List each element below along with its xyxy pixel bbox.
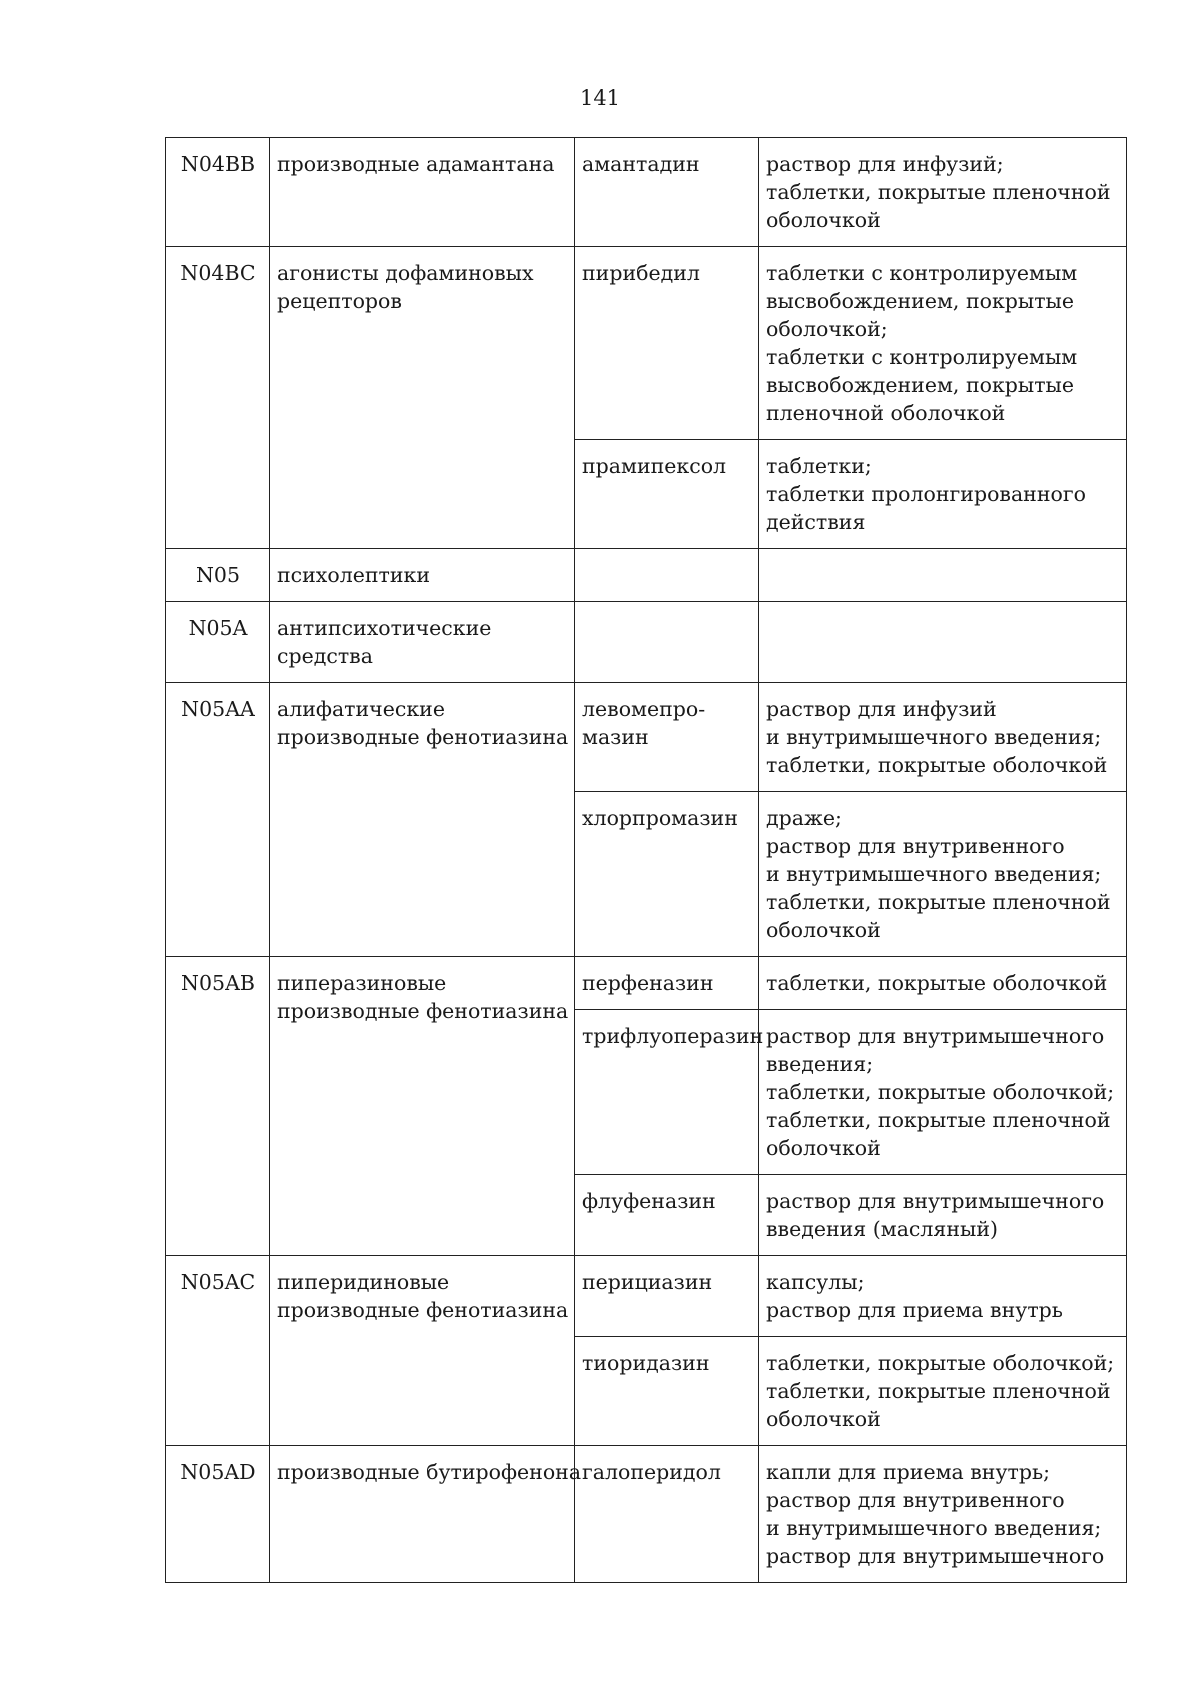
- atc-code-cell: N05AB: [166, 957, 270, 1256]
- group-name-line: производные фенотиазина: [277, 1298, 569, 1322]
- group-name-line: антипсихотические: [277, 616, 492, 640]
- dosage-forms-cell: [759, 247, 1127, 440]
- dosage-form-line: и внутримышечного введения;: [766, 862, 1102, 886]
- drug-name-line: трифлуоперазин: [582, 1024, 764, 1048]
- drug-name-line: левомепро-: [582, 697, 706, 721]
- atc-code-cell: N05AA: [166, 683, 270, 957]
- dosage-form-line: введения (масляный): [766, 1217, 998, 1241]
- drug-table: [165, 137, 1127, 1583]
- drug-name-line: флуфеназин: [582, 1189, 716, 1213]
- dosage-form-line: раствор для внутривенного: [766, 834, 1065, 858]
- dosage-form-line: оболочкой;: [766, 317, 888, 341]
- atc-code-cell: N05AD: [166, 1446, 270, 1583]
- drug-name-cell: [575, 957, 759, 1010]
- anatomical-group-cell: [270, 1256, 575, 1446]
- table-row: [166, 602, 1127, 683]
- anatomical-group-cell: [270, 957, 575, 1256]
- drug-name-cell: [575, 602, 759, 683]
- group-name-line: алифатические: [277, 697, 445, 721]
- anatomical-group-cell: [270, 138, 575, 247]
- dosage-form-line: таблетки, покрытые пленочной: [766, 1379, 1111, 1403]
- group-name-line: психолептики: [277, 563, 431, 587]
- drug-name-line: мазин: [582, 725, 649, 749]
- table-row: [166, 549, 1127, 602]
- dosage-forms-cell: [759, 602, 1127, 683]
- dosage-form-line: оболочкой: [766, 208, 881, 232]
- dosage-forms-cell: [759, 440, 1127, 549]
- dosage-form-line: раствор для инфузий;: [766, 152, 1004, 176]
- drug-name-line: перфеназин: [582, 971, 714, 995]
- dosage-form-line: оболочкой: [766, 918, 881, 942]
- table-row: [166, 1256, 1127, 1337]
- dosage-forms-cell: [759, 1256, 1127, 1337]
- drug-name-cell: [575, 1256, 759, 1337]
- dosage-form-line: таблетки, покрытые пленочной: [766, 890, 1111, 914]
- dosage-form-line: таблетки с контролируемым: [766, 345, 1078, 369]
- dosage-form-line: раствор для внутримышечного: [766, 1544, 1105, 1568]
- drug-name-cell: [575, 683, 759, 792]
- group-name-line: производные фенотиазина: [277, 725, 569, 749]
- dosage-forms-cell: [759, 549, 1127, 602]
- dosage-forms-cell: [759, 957, 1127, 1010]
- dosage-form-line: капсулы;: [766, 1270, 865, 1294]
- anatomical-group-cell: [270, 549, 575, 602]
- anatomical-group-cell: [270, 247, 575, 549]
- drug-name-cell: [575, 1337, 759, 1446]
- dosage-form-line: раствор для внутримышечного: [766, 1024, 1105, 1048]
- dosage-form-line: раствор для внутримышечного: [766, 1189, 1105, 1213]
- drug-name-cell: [575, 1446, 759, 1583]
- dosage-form-line: капли для приема внутрь;: [766, 1460, 1051, 1484]
- table-row: [166, 247, 1127, 440]
- dosage-forms-cell: [759, 1446, 1127, 1583]
- drug-name-cell: [575, 1175, 759, 1256]
- atc-code-cell: N05: [166, 549, 270, 602]
- drug-name-cell: [575, 440, 759, 549]
- drug-name-cell: [575, 549, 759, 602]
- dosage-form-line: и внутримышечного введения;: [766, 725, 1102, 749]
- group-name-line: агонисты дофаминовых: [277, 261, 534, 285]
- dosage-form-line: таблетки;: [766, 454, 872, 478]
- table-row: [166, 683, 1127, 792]
- group-name-line: средства: [277, 644, 373, 668]
- drug-name-cell: [575, 792, 759, 957]
- page-number: 141: [579, 86, 621, 110]
- dosage-form-line: таблетки пролонгированного: [766, 482, 1086, 506]
- dosage-form-line: таблетки, покрытые оболочкой: [766, 971, 1108, 995]
- dosage-form-line: высвобождением, покрытые: [766, 289, 1075, 313]
- dosage-form-line: оболочкой: [766, 1136, 881, 1160]
- dosage-form-line: таблетки, покрытые оболочкой: [766, 753, 1108, 777]
- group-name-line: рецепторов: [277, 289, 402, 313]
- atc-code-cell: N04BC: [166, 247, 270, 549]
- dosage-form-line: раствор для внутривенного: [766, 1488, 1065, 1512]
- drug-name-cell: [575, 138, 759, 247]
- dosage-forms-cell: [759, 1337, 1127, 1446]
- drug-name-line: пирибедил: [582, 261, 700, 285]
- dosage-form-line: пленочной оболочкой: [766, 401, 1006, 425]
- dosage-form-line: раствор для инфузий: [766, 697, 997, 721]
- atc-code-cell: N05AC: [166, 1256, 270, 1446]
- dosage-form-line: высвобождением, покрытые: [766, 373, 1075, 397]
- dosage-form-line: раствор для приема внутрь: [766, 1298, 1063, 1322]
- drug-name-line: хлорпромазин: [582, 806, 738, 830]
- dosage-form-line: драже;: [766, 806, 842, 830]
- table-row: [166, 1446, 1127, 1583]
- dosage-form-line: таблетки, покрытые оболочкой;: [766, 1351, 1115, 1375]
- group-name-line: производные адамантана: [277, 152, 555, 176]
- dosage-form-line: оболочкой: [766, 1407, 881, 1431]
- table-row: [166, 138, 1127, 247]
- drug-name-line: галоперидол: [582, 1460, 721, 1484]
- anatomical-group-cell: [270, 1446, 582, 1583]
- dosage-form-line: действия: [766, 510, 866, 534]
- drug-name-cell: [575, 247, 759, 440]
- group-name-line: производные бутирофенона: [277, 1460, 582, 1484]
- drug-name-line: прамипексол: [582, 454, 727, 478]
- atc-code-cell: N05A: [166, 602, 270, 683]
- dosage-forms-cell: [759, 683, 1127, 792]
- dosage-form-line: введения;: [766, 1052, 874, 1076]
- dosage-forms-cell: [759, 1010, 1127, 1175]
- dosage-form-line: таблетки, покрытые пленочной: [766, 1108, 1111, 1132]
- dosage-form-line: таблетки, покрытые оболочкой;: [766, 1080, 1115, 1104]
- group-name-line: производные фенотиазина: [277, 999, 569, 1023]
- group-name-line: пиперидиновые: [277, 1270, 450, 1294]
- drug-name-line: тиоридазин: [582, 1351, 710, 1375]
- dosage-forms-cell: [759, 792, 1127, 957]
- drug-name-cell: [575, 1010, 764, 1175]
- anatomical-group-cell: [270, 683, 575, 957]
- dosage-forms-cell: [759, 138, 1127, 247]
- dosage-form-line: таблетки, покрытые пленочной: [766, 180, 1111, 204]
- atc-code-cell: N04BB: [166, 138, 270, 247]
- drug-name-line: перициазин: [582, 1270, 713, 1294]
- group-name-line: пиперазиновые: [277, 971, 447, 995]
- anatomical-group-cell: [270, 602, 575, 683]
- table-body: [166, 138, 1127, 1583]
- dosage-form-line: и внутримышечного введения;: [766, 1516, 1102, 1540]
- dosage-forms-cell: [759, 1175, 1127, 1256]
- table-row: [166, 957, 1127, 1010]
- dosage-form-line: таблетки с контролируемым: [766, 261, 1078, 285]
- drug-name-line: амантадин: [582, 152, 700, 176]
